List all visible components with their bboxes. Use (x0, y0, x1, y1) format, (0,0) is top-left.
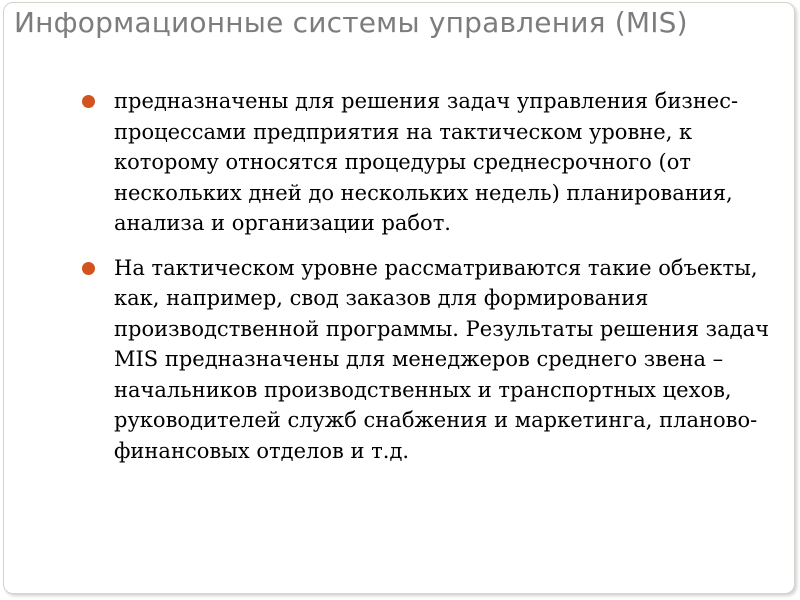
bullet-text: На тактическом уровне рассматриваются такие объекты, как, например, свод заказов для формирования производственной программы. Результаты решения задач MIS предназначены для менеджеров среднего звена – начальников производственных и транспортных цехов, руководителей служб снабжения и маркетинга, планово-финансовых отделов и т.д. (114, 255, 769, 463)
slide-title: Информационные системы управления (MIS) (14, 6, 688, 39)
bullet-item-2 (82, 253, 772, 467)
bullet-icon (82, 262, 95, 275)
bullet-list (82, 86, 772, 480)
bullet-text: предназначены для решения задач управления бизнес-процессами предприятия на тактическом уровне, к которому относятся процедуры среднесрочного (от нескольких дней до нескольких недель) планирования, анализа и организации работ. (114, 89, 739, 235)
bullet-icon (82, 95, 95, 108)
bullet-item-1 (82, 86, 772, 239)
